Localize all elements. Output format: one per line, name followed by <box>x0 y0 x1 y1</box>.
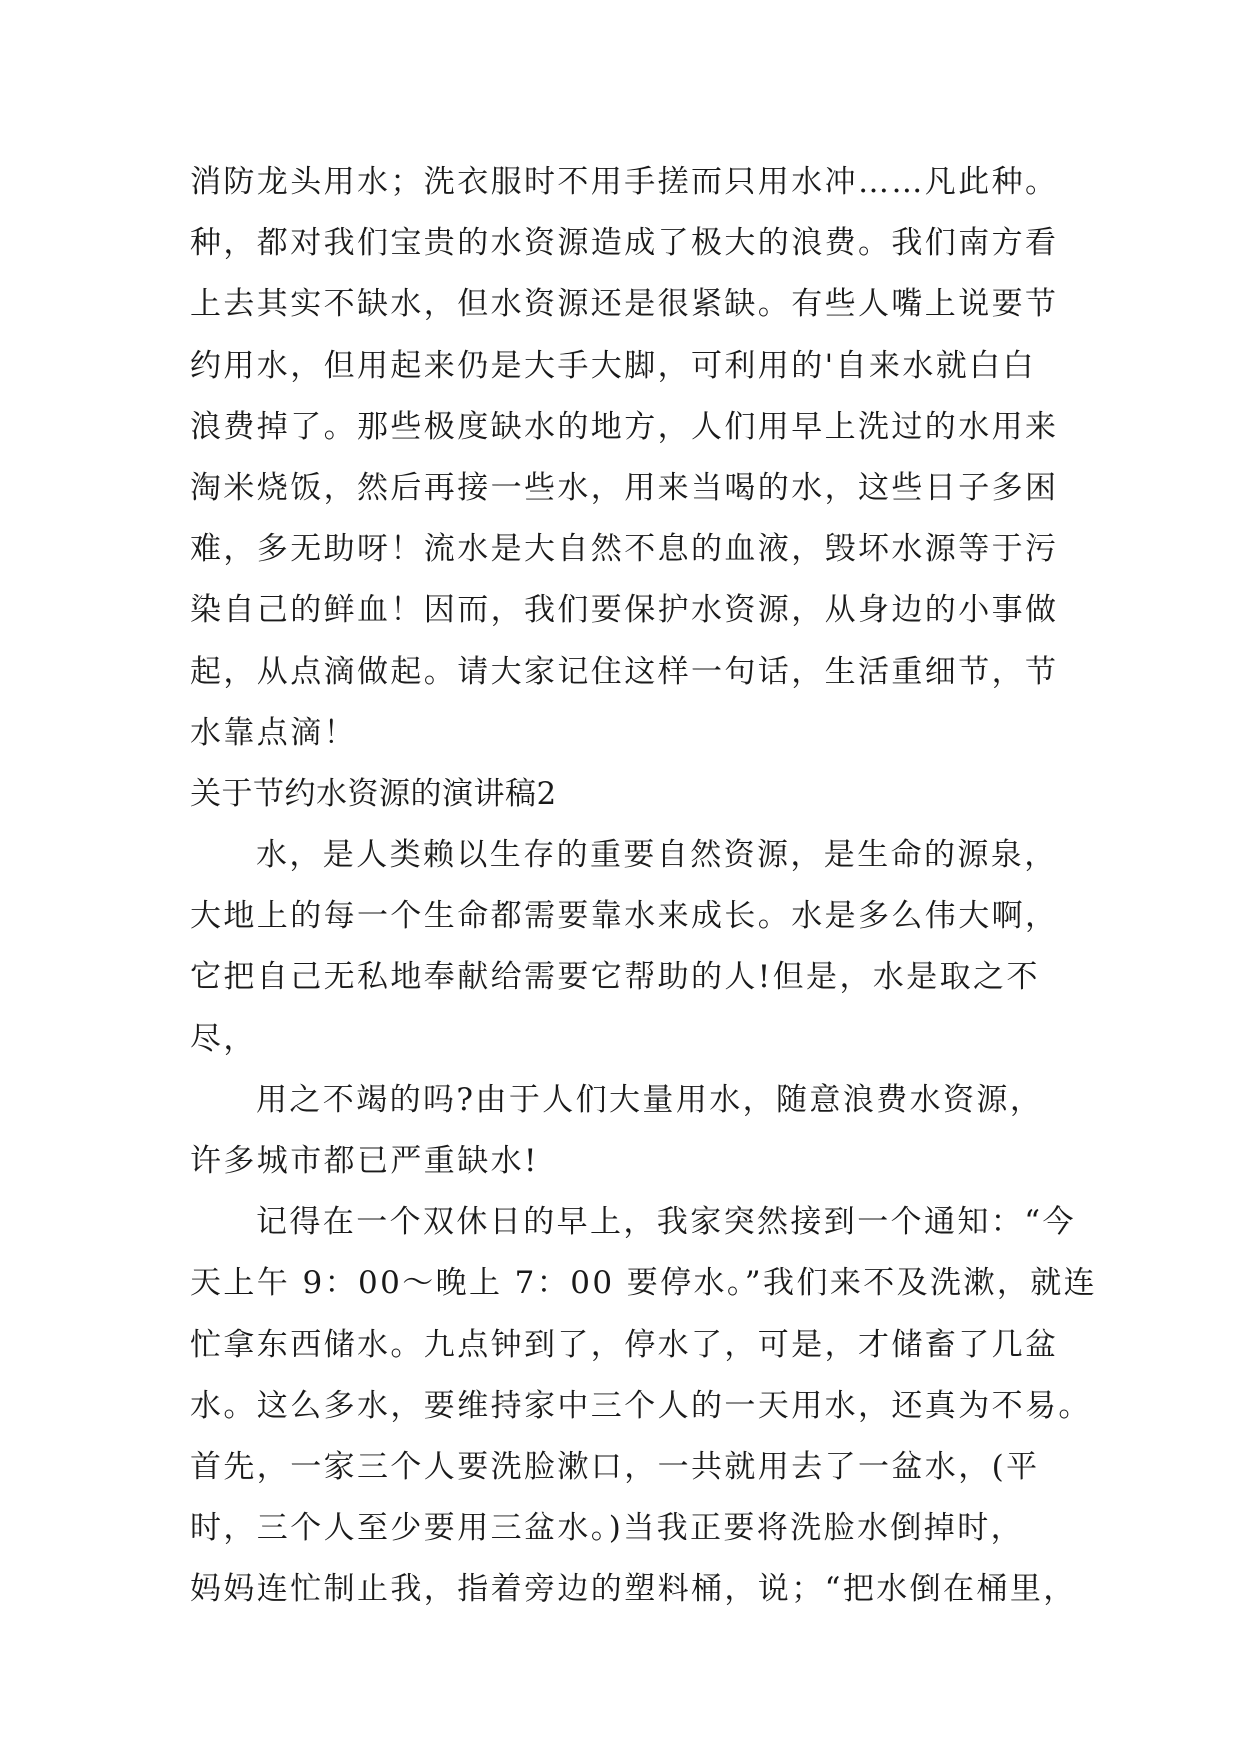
text-line: 约用水，但用起来仍是大手大脚，可利用的'自来水就白白 <box>190 347 1036 384</box>
text-line: 天上午 9：00～晚上 7：00 要停水。”我们来不及洗漱，就连 <box>190 1265 1098 1302</box>
text-line: 忙拿东西储水。九点钟到了，停水了，可是，才储畜了几盆 <box>190 1326 1059 1363</box>
text-line: 染自己的鲜血！因而，我们要保护水资源，从身边的小事做 <box>190 592 1059 629</box>
text-line: 浪费掉了。那些极度缺水的地方，人们用早上洗过的水用来 <box>190 408 1059 445</box>
text-line: 起，从点滴做起。请大家记住这样一句话，生活重细节，节 <box>190 653 1059 690</box>
text-line: 妈妈连忙制止我，指着旁边的塑料桶，说；“把水倒在桶里， <box>190 1571 1077 1608</box>
section-heading: 关于节约水资源的演讲稿2 <box>190 775 557 812</box>
text-line: 水靠点滴！ <box>190 714 357 751</box>
text-line: 时，三个人至少要用三盆水。)当我正要将洗脸水倒掉时， <box>190 1510 1024 1547</box>
text-line: 尽， <box>190 1020 257 1057</box>
text-line: 它把自己无私地奉献给需要它帮助的人!但是，水是取之不 <box>190 959 1040 996</box>
text-line: 种，都对我们宝贵的水资源造成了极大的浪费。我们南方看 <box>190 225 1059 262</box>
text-line: 消防龙头用水；洗衣服时不用手搓而只用水冲……凡此种。 <box>190 164 1059 200</box>
paragraph-first-line: 水，是人类赖以生存的重要自然资源，是生命的源泉， <box>256 837 1058 874</box>
text-line: 大地上的每一个生命都需要靠水来成长。水是多么伟大啊， <box>190 898 1059 935</box>
text-line: 首先，一家三个人要洗脸漱口，一共就用去了一盆水，(平 <box>190 1448 1040 1485</box>
text-line: 难，多无助呀！流水是大自然不息的血液，毁坏水源等于污 <box>190 531 1059 568</box>
paragraph-first-line: 记得在一个双休日的早上，我家突然接到一个通知：“今 <box>256 1204 1076 1241</box>
document-body <box>190 152 1098 1621</box>
paragraph-first-line: 用之不竭的吗?由于人们大量用水，随意浪费水资源， <box>256 1081 1044 1118</box>
text-line: 上去其实不缺水，但水资源还是很紧缺。有些人嘴上说要节 <box>190 286 1059 323</box>
text-line: 许多城市都已严重缺水! <box>190 1143 539 1179</box>
text-line: 水。这么多水，要维持家中三个人的一天用水，还真为不易。 <box>190 1387 1092 1424</box>
text-line: 淘米烧饭，然后再接一些水，用来当喝的水，这些日子多困 <box>190 469 1059 506</box>
